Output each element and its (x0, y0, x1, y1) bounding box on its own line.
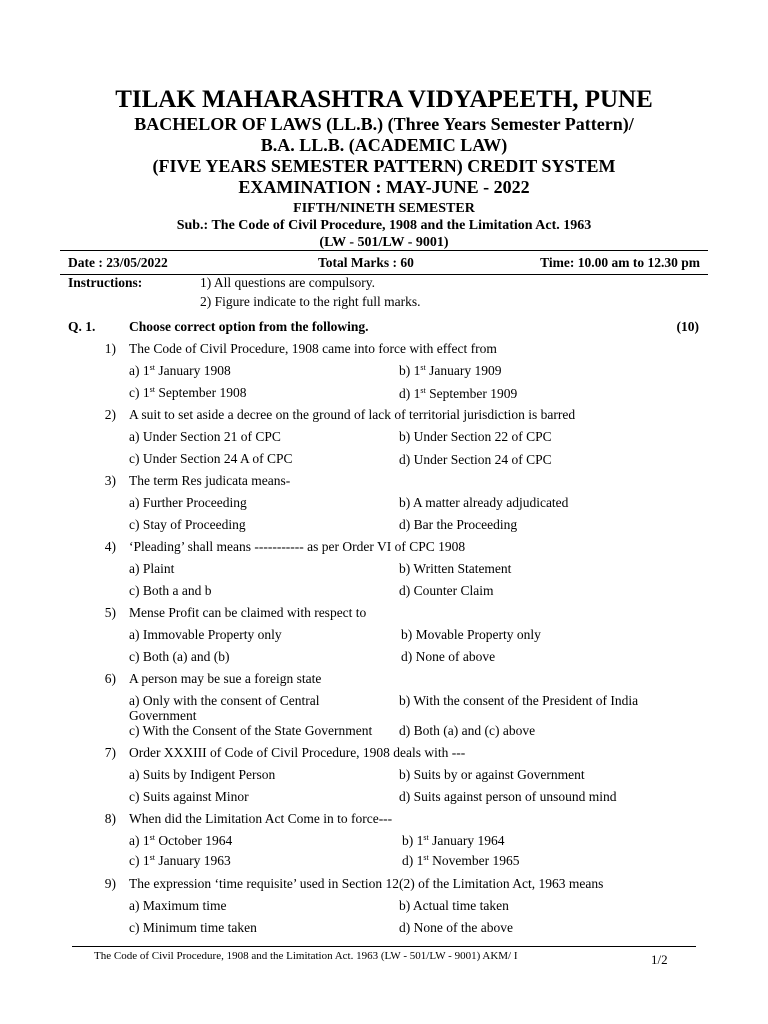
course-line-2: B.A. LL.B. (ACADEMIC LAW) (260, 135, 508, 155)
option-a: a) Maximum time (129, 898, 227, 913)
mcq-text: The expression ‘time requisite’ used in Section 12(2) of the Limitation Act, 1963 means (129, 876, 604, 891)
mcq-text: When did the Limitation Act Come in to force--- (129, 811, 393, 826)
option-b: b) Under Section 22 of CPC (399, 429, 552, 444)
mcq-number: 3) (104, 473, 116, 488)
exam-header (0, 86, 768, 251)
semester: FIFTH/NINETH SEMESTER (293, 201, 475, 216)
top-divider (60, 250, 708, 251)
option-b: b) Actual time taken (399, 898, 509, 913)
mcq-number: 1) (104, 341, 116, 356)
option-b: b) 1st January 1964 (402, 833, 505, 848)
mcq-number: 8) (104, 811, 116, 826)
option-a: a) Suits by Indigent Person (129, 767, 276, 782)
option-c: c) 1st September 1908 (129, 385, 247, 400)
mcq-number: 2) (104, 407, 116, 422)
mcq-text: Mense Profit can be claimed with respect to (129, 605, 367, 620)
option-a: a) Under Section 21 of CPC (129, 429, 281, 444)
option-d: d) None of above (401, 649, 496, 664)
total-marks: Total Marks : 60 (318, 255, 414, 270)
option-b: b) Written Statement (399, 561, 512, 576)
option-d: d) Both (a) and (c) above (399, 723, 536, 738)
option-c: c) Both a and b (129, 583, 212, 598)
instructions-label: Instructions: (68, 275, 143, 290)
mcq-text: A suit to set aside a decree on the ground of lack of territorial jurisdiction is barred (129, 407, 576, 422)
subject-code: (LW - 501/LW - 9001) (319, 235, 449, 250)
option-a: a) Plaint (129, 561, 175, 576)
mcq-number: 9) (104, 876, 116, 891)
mcq-number: 6) (104, 671, 116, 686)
option-a: a) Immovable Property only (129, 627, 282, 642)
option-d: d) Under Section 24 of CPC (399, 452, 552, 467)
option-b: b) Movable Property only (401, 627, 541, 642)
footer-divider (72, 946, 696, 947)
question-marks: (10) (676, 319, 699, 334)
mcq-text: ‘Pleading’ shall means ----------- as per Order VI of CPC 1908 (129, 539, 466, 554)
instruction-item: 2) Figure indicate to the right full marks. (200, 294, 421, 309)
course-line-1: BACHELOR OF LAWS (LL.B.) (Three Years Semester Pattern)/ (134, 114, 634, 134)
option-c: c) Stay of Proceeding (129, 517, 246, 532)
option-d: d) Bar the Proceeding (399, 517, 518, 532)
option-c: c) Suits against Minor (129, 789, 249, 804)
mcq-text: The Code of Civil Procedure, 1908 came into force with effect from (129, 341, 497, 356)
option-a: a) 1st October 1964 (129, 833, 233, 848)
option-b: b) 1st January 1909 (399, 363, 502, 378)
option-d: d) Suits against person of unsound mind (399, 789, 617, 804)
university-name: TILAK MAHARASHTRA VIDYAPEETH, PUNE (115, 86, 653, 113)
option-c: c) Under Section 24 A of CPC (129, 451, 293, 466)
subject: Sub.: The Code of Civil Procedure, 1908 and the Limitation Act. 1963 (176, 218, 592, 233)
option-a: a) Further Proceeding (129, 495, 247, 510)
mcq-text: The term Res judicata means- (129, 473, 291, 488)
instruction-item: 1) All questions are compulsory. (200, 275, 375, 290)
option-c: c) Both (a) and (b) (129, 649, 230, 664)
mcq-number: 4) (104, 539, 116, 554)
option-c: c) Minimum time taken (129, 920, 257, 935)
option-b: b) A matter already adjudicated (399, 495, 569, 510)
course-line-3: (FIVE YEARS SEMESTER PATTERN) CREDIT SYSTEM (152, 156, 616, 176)
option-b: b) With the consent of the President of India (399, 693, 639, 708)
exam-session: EXAMINATION : MAY-JUNE - 2022 (238, 177, 530, 197)
option-a: a) Only with the consent of Central Government (129, 693, 320, 723)
question-title: Choose correct option from the following. (129, 319, 369, 334)
question-number: Q. 1. (68, 319, 96, 334)
mcq-text: A person may be sue a foreign state (129, 671, 322, 686)
option-c: c) 1st January 1963 (129, 853, 231, 868)
option-d: d) None of the above (399, 920, 513, 935)
option-a: a) 1st January 1908 (129, 363, 231, 378)
mcq-text: Order XXXIII of Code of Civil Procedure, 1908 deals with --- (129, 745, 466, 760)
option-d: d) 1st November 1965 (402, 853, 520, 868)
option-d: d) Counter Claim (399, 583, 494, 598)
exam-date: Date : 23/05/2022 (68, 255, 168, 270)
mcq-number: 5) (104, 605, 116, 620)
exam-time: Time: 10.00 am to 12.30 pm (540, 255, 700, 270)
option-c: c) With the Consent of the State Government (129, 723, 373, 738)
page-number: 1/2 (651, 952, 668, 967)
option-b: b) Suits by or against Government (399, 767, 585, 782)
meta-divider (60, 274, 708, 275)
footer-text: The Code of Civil Procedure, 1908 and the Limitation Act. 1963 (LW - 501/LW - 9001) AKM/ I (94, 950, 518, 962)
mcq-number: 7) (104, 745, 116, 760)
option-d: d) 1st September 1909 (399, 386, 518, 401)
